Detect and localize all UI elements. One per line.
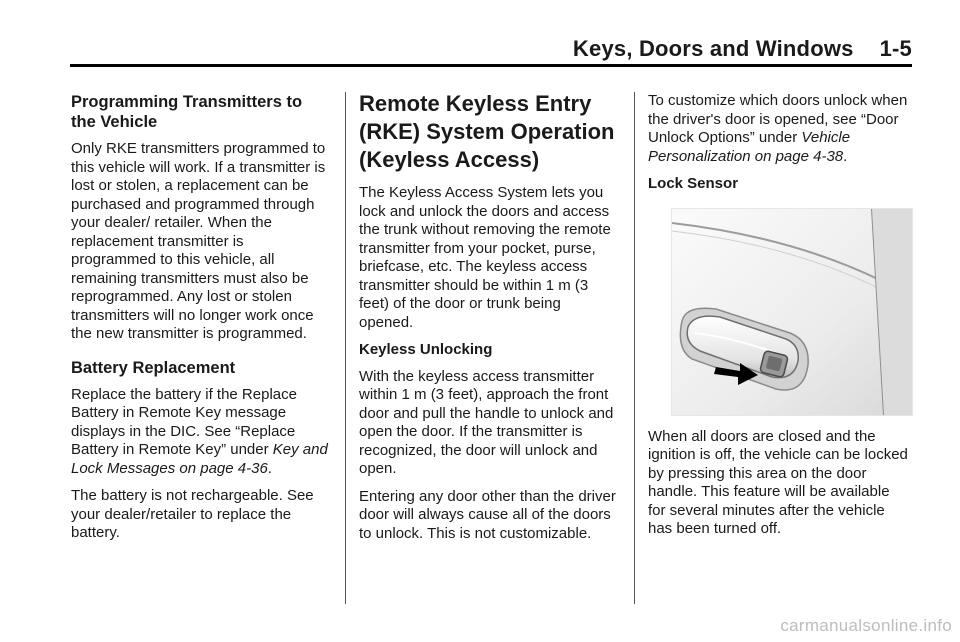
column-divider-1 — [345, 92, 346, 604]
paragraph-battery-replace — [71, 386, 329, 479]
label-lock-sensor: Lock Sensor — [648, 175, 739, 192]
customize-text-start: To customize which doors unlock when the driver's door is opened, see “Door Unlock Options” under — [648, 92, 908, 146]
section-title: Keys, Doors and Windows — [572, 36, 854, 61]
paragraph-lock-sensor: When all doors are closed and the ignition is off, the vehicle can be locked by pressing this area on the door handle. This feature will be available for several minutes after the vehicle has been turned off. — [648, 427, 908, 537]
door-handle-illustration — [671, 208, 913, 416]
paragraph-customize-doors — [648, 92, 910, 166]
heading-battery-replacement: Battery Replacement — [71, 358, 236, 377]
link-vehicle-personalization[interactable]: Vehicle Personalization on page 4-38 — [648, 129, 851, 165]
link-key-lock-messages[interactable]: Key and Lock Messages on page 4-36 — [71, 441, 328, 477]
page-number: 1-5 — [879, 36, 912, 61]
heading-rke-operation: Remote Keyless Entry (RKE) System Operation (Keyless Access) — [359, 91, 615, 172]
paragraph-keyless-access: The Keyless Access System lets you lock and unlock the doors and access the trunk without removing the remote transmitter from your pocket, purse, briefcase, etc. The keyless access transmitter should be within 1 m (3 feet) of the door or trunk being opened. — [359, 184, 611, 331]
paragraph-programming: Only RKE transmitters programmed to this vehicle will work. If a transmitter is lost or stolen, a replacement can be purchased and programmed through your dealer/ retailer. When the replacement transmitter is programmed to this vehicle, all remaining transmitters must also be reprogrammed. Any lost or stolen transmitters will no longer work once the new transmitter is programmed. — [71, 140, 326, 342]
paragraph-keyless-unlocking: With the keyless access transmitter within 1 m (3 feet), approach the front door and pull the handle to unlock and open the door. If the transmitter is recognized, the door will unlock and open. — [359, 367, 614, 477]
battery-text-end: . — [267, 459, 272, 477]
paragraph-other-door: Entering any door other than the driver door will always cause all of the doors to unlock. This is not customizable. — [359, 487, 616, 542]
column-1 — [71, 92, 329, 552]
paragraph-battery-rechargeable: The battery is not rechargeable. See your dealer/retailer to replace the battery. — [71, 487, 314, 541]
battery-text-start: Replace the battery if the Replace Battery in Remote Key message displays in the DIC. See “Replace Battery in Remote Key” under — [71, 385, 297, 458]
watermark: carmanualsonline.info — [780, 616, 952, 635]
column-2 — [359, 92, 619, 552]
label-keyless-unlocking: Keyless Unlocking — [359, 341, 493, 358]
running-header — [573, 36, 912, 62]
door-handle-svg — [672, 209, 912, 415]
page-header — [0, 0, 960, 66]
customize-text-end: . — [843, 147, 848, 165]
column-divider-2 — [634, 92, 635, 604]
header-rule — [70, 64, 912, 67]
column-3 — [648, 92, 910, 548]
heading-programming-transmitters: Programming Transmitters to the Vehicle — [71, 93, 303, 131]
